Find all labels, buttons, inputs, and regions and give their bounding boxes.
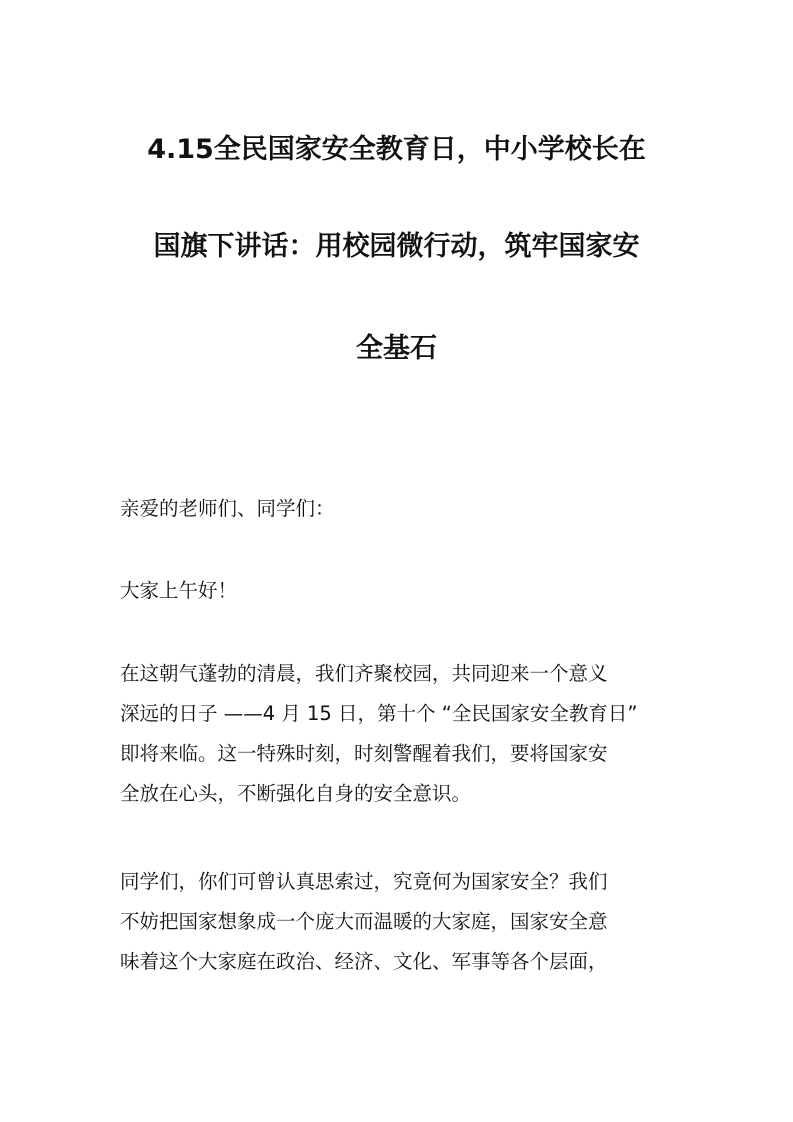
paragraph-line: 全放在心头，不断强化自身的安全意识。 xyxy=(120,782,472,805)
paragraph-line: 味着这个大家庭在政治、经济、文化、军事等各个层面， xyxy=(120,950,608,973)
paragraph-line: 即将来临。这一特殊时刻，时刻警醒着我们，要将国家安 xyxy=(120,742,608,765)
paragraph-line: 不妨把国家想象成一个庞大而温暖的大家庭，国家安全意 xyxy=(120,910,608,933)
salutation-paragraph xyxy=(120,571,676,611)
title-line-3: 全基石 xyxy=(356,333,437,364)
body-paragraph-2 xyxy=(120,862,676,982)
paragraph-line: 同学们，你们可曾认真思索过，究竟何为国家安全？我们 xyxy=(120,870,608,893)
title-line-2: 国旗下讲话：用校园微行动，筑牢国家安 xyxy=(153,231,640,262)
paragraph-line: 深远的日子 ——4 月 15 日，第十个 “全民国家安全教育日” xyxy=(120,702,638,725)
greeting-paragraph xyxy=(120,489,676,529)
title-line-1: 4.15全民国家安全教育日，中小学校长在 xyxy=(147,134,646,165)
body-paragraph-1 xyxy=(120,654,676,814)
salutation-text: 大家上午好！ xyxy=(120,579,238,602)
paragraph-line: 在这朝气蓬勃的清晨，我们齐聚校园，共同迎来一个意义 xyxy=(120,662,608,685)
greeting-text: 亲爱的老师们、同学们： xyxy=(120,497,335,520)
